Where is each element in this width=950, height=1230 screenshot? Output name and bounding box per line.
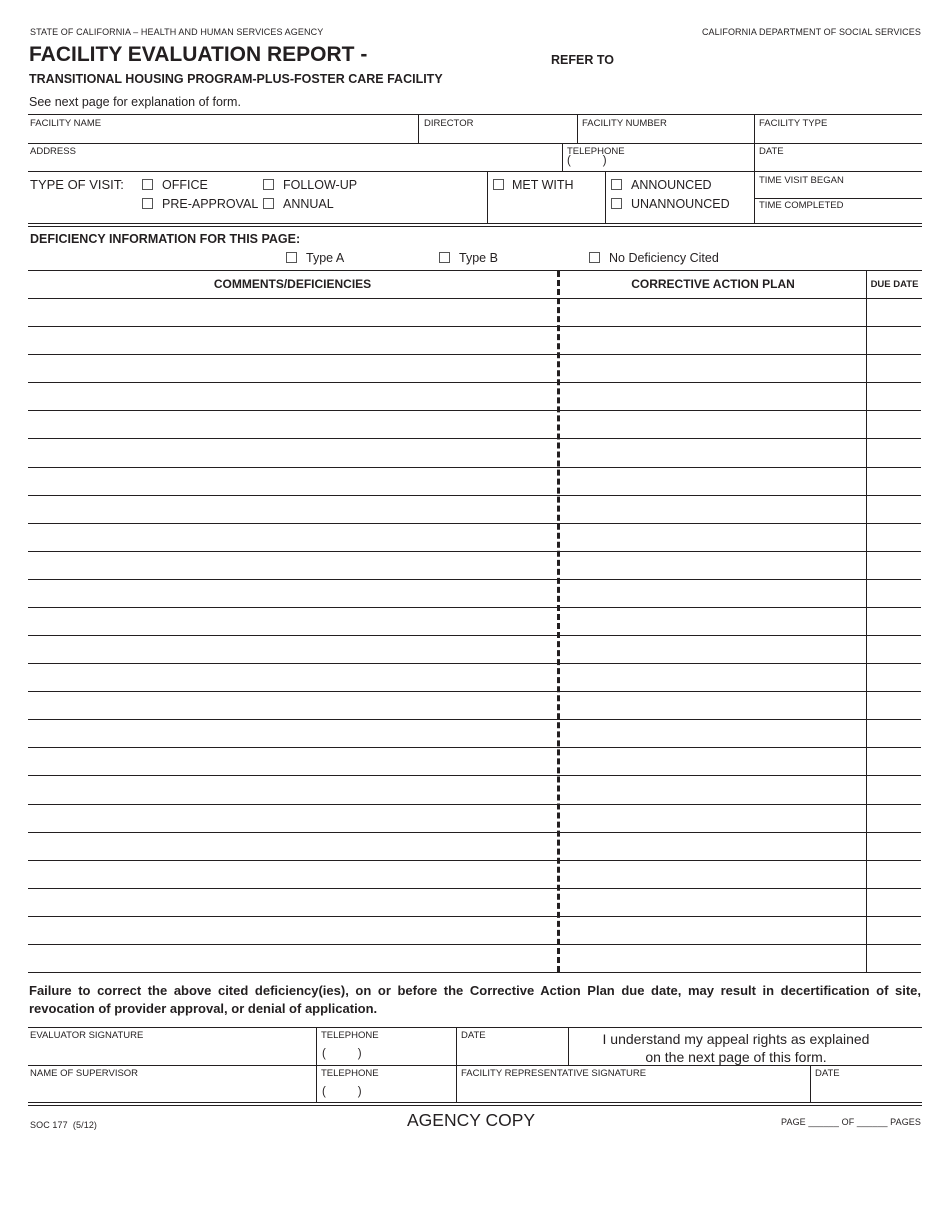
supervisor-field[interactable] <box>28 1078 315 1101</box>
grid-top-rule <box>28 114 922 115</box>
unannounced-label: UNANNOUNCED <box>631 197 730 211</box>
supervisor-telephone-label: TELEPHONE <box>321 1068 379 1079</box>
time-completed-label: TIME COMPLETED <box>759 200 844 211</box>
table-row[interactable] <box>28 747 921 748</box>
table-row[interactable] <box>28 607 921 608</box>
office-checkbox[interactable] <box>142 179 153 190</box>
time-visit-began-field[interactable] <box>755 185 921 198</box>
page-count: PAGE ______ OF ______ PAGES <box>781 1117 921 1127</box>
table-row[interactable] <box>28 775 921 776</box>
refer-to: REFER TO <box>551 53 614 67</box>
page-title: FACILITY EVALUATION REPORT - <box>29 43 368 66</box>
grid-rule <box>755 198 922 199</box>
type-a-label: Type A <box>306 251 345 265</box>
evaluator-signature-field[interactable] <box>28 1040 315 1064</box>
copy-label: AGENCY COPY <box>407 1110 536 1130</box>
grid-rule <box>28 226 922 227</box>
form-note: See next page for explanation of form. <box>29 95 241 109</box>
table-row[interactable] <box>28 916 921 917</box>
annual-checkbox[interactable] <box>263 198 274 209</box>
table-row[interactable] <box>28 438 921 439</box>
table-row[interactable] <box>28 635 921 636</box>
facility-rep-signature-label: FACILITY REPRESENTATIVE SIGNATURE <box>461 1068 647 1079</box>
table-row[interactable] <box>28 663 921 664</box>
evaluator-date-field[interactable] <box>457 1040 567 1064</box>
facility-name-field[interactable] <box>28 128 418 143</box>
follow-up-label: FOLLOW-UP <box>283 178 358 192</box>
address-field[interactable] <box>28 156 561 171</box>
director-label: DIRECTOR <box>424 118 474 129</box>
met-with-checkbox[interactable] <box>493 179 504 190</box>
pre-approval-checkbox[interactable] <box>142 198 153 209</box>
table-row[interactable] <box>28 860 921 861</box>
table-row[interactable] <box>28 326 921 327</box>
form-id: SOC 177 (5/12) <box>30 1120 98 1130</box>
table-row[interactable] <box>28 832 921 833</box>
type-b-checkbox[interactable] <box>439 252 450 263</box>
agency-left: STATE OF CALIFORNIA – HEALTH AND HUMAN SERVICES AGENCY <box>30 27 324 37</box>
no-deficiency-label: No Deficiency Cited <box>609 251 719 265</box>
table-row[interactable] <box>28 410 921 411</box>
divider <box>487 171 488 223</box>
facility-type-label: FACILITY TYPE <box>759 118 828 129</box>
grid-rule <box>28 171 922 172</box>
header-rule <box>28 298 922 299</box>
telephone-label: TELEPHONE <box>567 146 625 157</box>
office-label: OFFICE <box>162 178 208 192</box>
table-row[interactable] <box>28 523 921 524</box>
table-top-rule <box>28 270 922 271</box>
announced-checkbox[interactable] <box>611 179 622 190</box>
annual-label: ANNUAL <box>283 197 334 211</box>
col-due-header: DUE DATE <box>870 279 919 290</box>
sig-mid-rule <box>28 1065 922 1066</box>
announced-label: ANNOUNCED <box>631 178 712 192</box>
sig-top-rule <box>28 1027 922 1028</box>
table-row[interactable] <box>28 354 921 355</box>
grid-rule <box>28 223 922 224</box>
table-row[interactable] <box>28 888 921 889</box>
evaluator-telephone-label: TELEPHONE <box>321 1030 379 1041</box>
evaluator-signature-label: EVALUATOR SIGNATURE <box>30 1030 144 1041</box>
deficiency-heading: DEFICIENCY INFORMATION FOR THIS PAGE: <box>30 232 301 246</box>
sig-bottom-rule <box>28 1102 922 1103</box>
rep-date-field[interactable] <box>811 1078 921 1101</box>
met-with-label: MET WITH <box>512 178 574 192</box>
page-subtitle: TRANSITIONAL HOUSING PROGRAM-PLUS-FOSTER CARE FACILITY <box>29 72 443 86</box>
appeal-line-1: I understand my appeal rights as explained <box>602 1031 870 1047</box>
facility-number-field[interactable] <box>578 128 754 143</box>
type-of-visit-label: TYPE OF VISIT: <box>30 177 124 192</box>
table-row[interactable] <box>28 495 921 496</box>
follow-up-checkbox[interactable] <box>263 179 274 190</box>
facility-number-label: FACILITY NUMBER <box>582 118 667 129</box>
table-dashed-divider <box>557 271 560 972</box>
table-row[interactable] <box>28 944 921 945</box>
date-label: DATE <box>759 146 784 157</box>
table-row[interactable] <box>28 467 921 468</box>
table-row[interactable] <box>28 579 921 580</box>
facility-type-field[interactable] <box>755 128 921 143</box>
agency-right: CALIFORNIA DEPARTMENT OF SOCIAL SERVICES <box>701 27 921 37</box>
table-row[interactable] <box>28 972 921 973</box>
divider <box>568 1028 569 1065</box>
facility-rep-signature-field[interactable] <box>457 1078 809 1101</box>
unannounced-checkbox[interactable] <box>611 198 622 209</box>
appeal-line-2: on the next page of this form. <box>645 1049 827 1065</box>
time-visit-began-label: TIME VISIT BEGAN <box>759 175 844 186</box>
director-field[interactable] <box>419 128 576 143</box>
grid-rule <box>28 143 922 144</box>
supervisor-telephone-field[interactable]: ( ) <box>322 1086 362 1098</box>
sig-bottom-rule <box>28 1105 922 1106</box>
table-row[interactable] <box>28 382 921 383</box>
evaluator-date-label: DATE <box>461 1030 486 1041</box>
date-field[interactable] <box>755 156 921 171</box>
supervisor-label: NAME OF SUPERVISOR <box>30 1068 139 1079</box>
evaluator-telephone-field[interactable]: ( ) <box>322 1048 362 1060</box>
appeal-rights-text <box>570 1030 902 1066</box>
table-row[interactable] <box>28 719 921 720</box>
table-row[interactable] <box>28 691 921 692</box>
address-label: ADDRESS <box>30 146 76 157</box>
warning-text: Failure to correct the above cited deficiency(ies), on or before the Corrective Action Plan due date, may result in decertification of site, revocation of provider approval, or denial of application. <box>29 983 921 1016</box>
col-plan-header: CORRECTIVE ACTION PLAN <box>631 277 795 291</box>
divider <box>562 143 563 171</box>
table-row[interactable] <box>28 804 921 805</box>
facility-name-label: FACILITY NAME <box>30 118 102 129</box>
time-completed-field[interactable] <box>755 210 921 222</box>
no-deficiency-checkbox[interactable] <box>589 252 600 263</box>
divider <box>605 171 606 223</box>
telephone-field[interactable]: ( ) <box>567 155 607 167</box>
type-a-checkbox[interactable] <box>286 252 297 263</box>
col-comments-header: COMMENTS/DEFICIENCIES <box>213 277 372 291</box>
due-date-divider <box>866 271 867 972</box>
table-row[interactable] <box>28 551 921 552</box>
type-b-label: Type B <box>459 251 498 265</box>
pre-approval-label: PRE-APPROVAL <box>162 197 259 211</box>
rep-date-label: DATE <box>815 1068 840 1079</box>
